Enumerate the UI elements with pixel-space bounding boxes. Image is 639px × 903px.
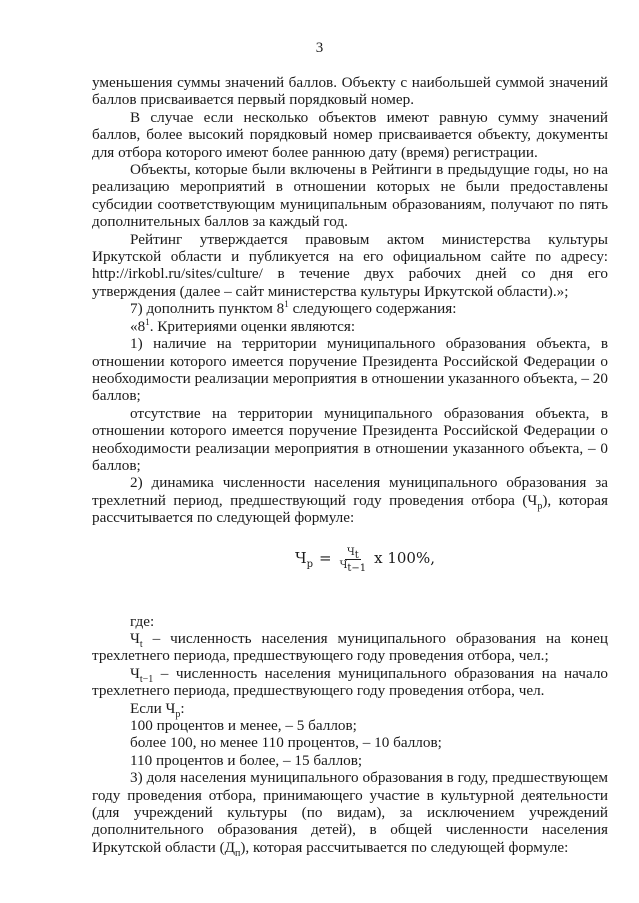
score-option-2: более 100, но менее 110 процентов, – 10 баллов; [130,734,442,752]
formula-rhs: x 100%, [374,549,435,568]
formula-equals: = [319,549,332,568]
paragraph-if-condition: Если $Ч_р$: [130,699,185,720]
paragraph-item-7 [92,300,608,317]
criterion-2-suffix: ), которая рассчитывается по следующей формуле: [92,491,608,527]
criterion-2-sub: р [537,500,543,512]
paragraph-rating-approval: Рейтинг утверждается правовым актом министерства культуры Иркутской области и публикуется на его официальном сайте по адресу: http://irkobl.ru/sites/culture/ в течение двух рабочих дней со дня его утверждения (далее – сайт министерства культуры Иркутской области).»; [92,230,608,300]
paragraph-definition-ct-minus-1: $Ч_{t-1}$ – численность населения муниципального образования на начало трехлетнего периода, предшествующего году проведения отбора, чел. [92,664,608,700]
paragraph-where: где: [130,612,155,630]
paragraph-criteria-heading [92,318,608,335]
formula-numerator: Чt [346,546,359,561]
criterion-2-prefix: 2) динамика численности населения муниципального образования за трехлетний период, предшествующий году проведения отбора (Ч [92,474,608,509]
paragraph-equal-sum-rule: В случае если несколько объектов имеют равную сумму значений баллов, более высокий порядковый номер присваивается объекту, документы для отбора которого имеют более раннюю дату (время) регистрации. [92,108,608,161]
paragraph-criterion-1-present: 1) наличие на территории муниципального образования объекта, в отношении которого имеется поручение Президента Российской Федерации о необходимости реализации мероприятия в отношении указанного объекта, – 20 баллов; [92,335,608,405]
item-7-prefix: 7) дополнить пунктом 8 [130,300,285,318]
document-body [92,74,608,859]
item-7-sup: 1 [284,299,289,310]
page-number: 3 [315,40,324,56]
paragraph-criterion-1-absent: отсутствие на территории муниципального образования объекта, в отношении которого имеется поручение Президента Российской Федерации о необходимости реализации мероприятия в отношении указанного объекта, – 0 баллов; [92,404,608,474]
population-dynamics-formula [92,547,608,589]
formula-lhs: $Ч_р$ [295,549,314,571]
score-option-3: 110 процентов и более, – 15 баллов; [130,751,363,769]
score-option-1: 100 процентов и менее, – 5 баллов; [130,717,357,734]
paragraph-previous-rankings: Объекты, которые были включены в Рейтинги в предыдущие годы, но на реализацию мероприятий в отношении которых не были предоставлены субсидии соответствующим муниципальным образованиям, получают по пять дополнительных баллов за каждый год. [92,161,608,231]
item-7-suffix: следующего содержания: [288,300,457,318]
criteria-sup: 1 [145,316,150,327]
paragraph-definition-ct: $Ч_t$ – численность населения муниципального образования на конец трехлетнего периода, предшествующего году проведения отбора, чел.; [92,629,608,665]
paragraph-continuation: уменьшения суммы значений баллов. Объекту с наибольшей суммой значений баллов присваивается первый порядковый номер. [92,74,608,109]
formula-denominator: Чt−1 [339,559,367,574]
paragraph-criterion-2 [92,474,608,526]
criteria-suffix: . Критериями оценки являются: [149,317,356,335]
criteria-prefix: «8 [130,317,146,335]
formula-fraction [338,547,369,572]
paragraph-criterion-3: 3) доля населения муниципального образования в году, предшествующем году проведения отбора, принимающего участие в культурной деятельности (для учреждений культуры (по видам), за исключением учреждений дополнительного образования детей), в общей численности населения Иркутской области $(Д_п)$, которая рассчитывается по следующей формуле: [92,769,608,859]
